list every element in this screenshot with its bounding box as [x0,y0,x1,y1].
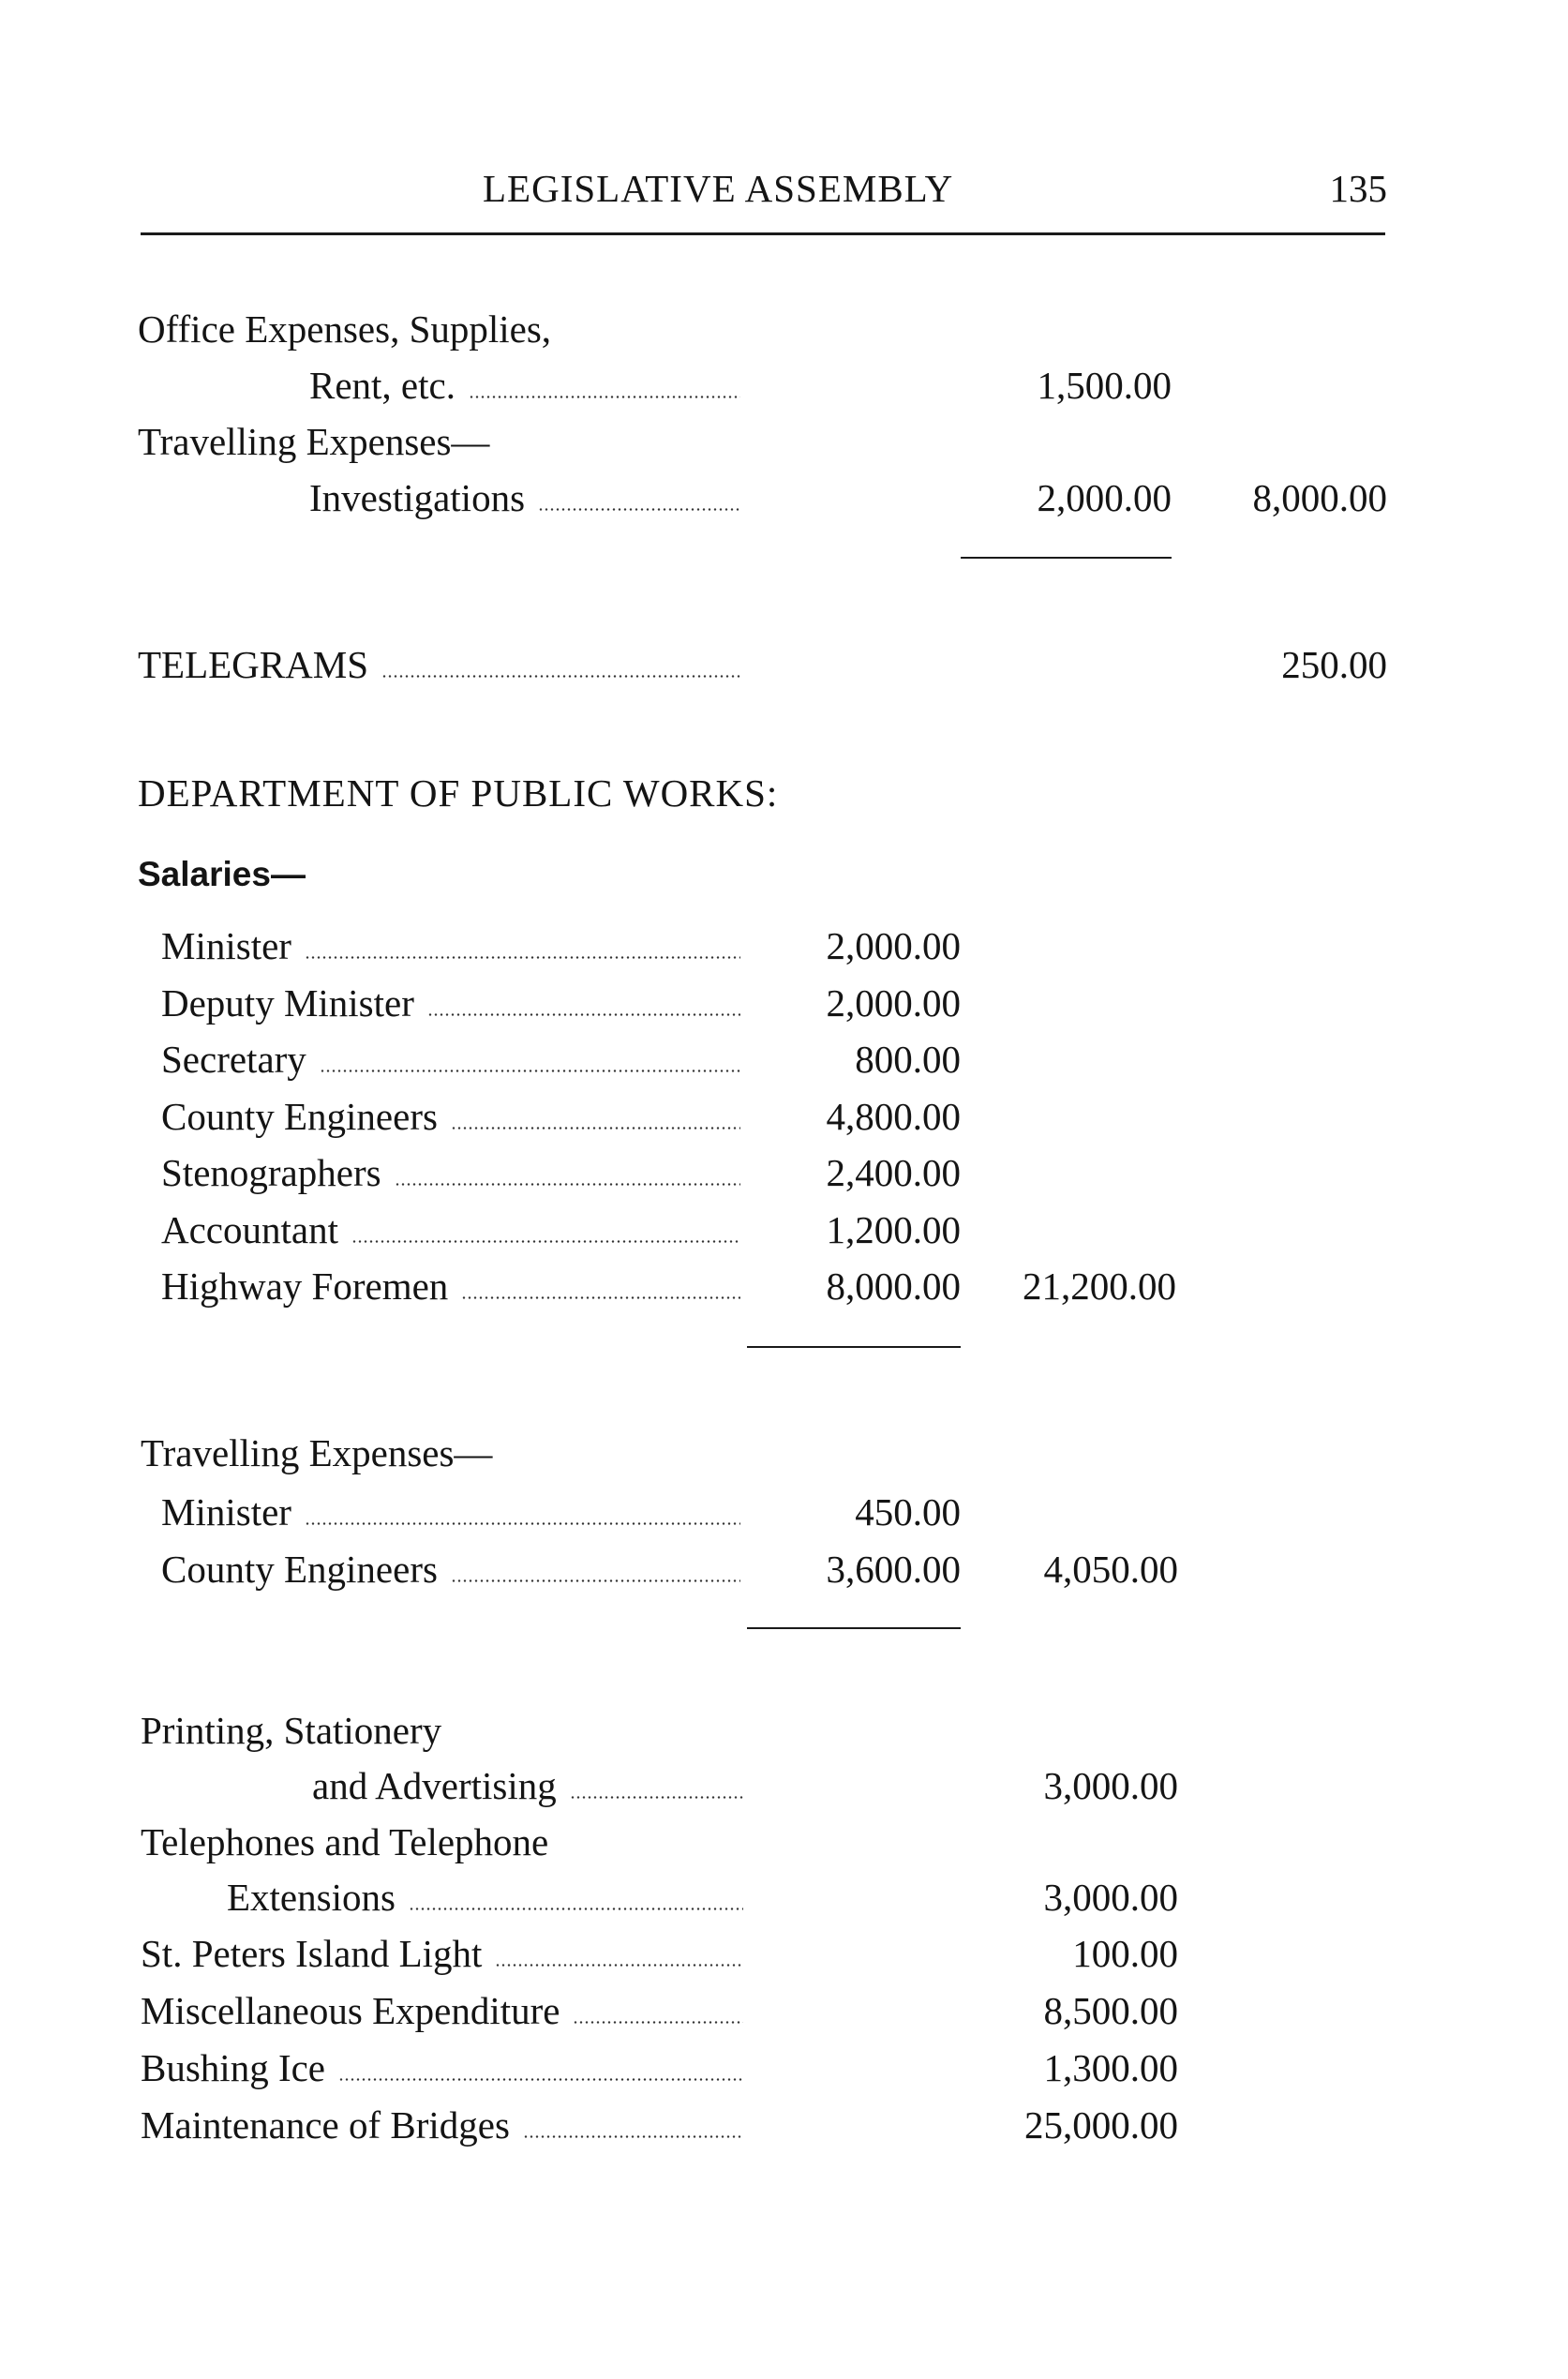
telephones-label: Extensions [227,1876,396,1919]
row-amount: 800.00 [855,1038,961,1081]
row-amount: 1,300.00 [1043,2046,1178,2089]
table-row [0,1931,1568,1978]
row-amount: 3,600.00 [826,1548,961,1591]
travelling-expenses-line: Travelling Expenses— [138,420,490,463]
printing-label: and Advertising [312,1764,557,1807]
office-expenses-line1: Office Expenses, Supplies, [138,307,552,351]
dot-leader [338,2078,743,2081]
table-row [0,923,1568,970]
header-rule [141,232,1385,235]
row-amount: 2,000.00 [826,980,961,1025]
row-amount: 100.00 [1072,1932,1178,1975]
dot-leader [409,1908,743,1910]
investigations-label: Investigations [309,476,526,519]
row-label: Minister [161,924,291,967]
dot-leader [523,2135,743,2138]
row-label: County Engineers [161,1548,438,1591]
dot-leader [573,2021,743,2024]
table-row [0,1037,1568,1084]
table-row [0,1207,1568,1254]
row-label: County Engineers [161,1094,438,1138]
office-expenses-label: Rent, etc. [309,364,455,407]
dot-leader [305,956,740,959]
table-row [0,1094,1568,1141]
row-amount: 2,400.00 [826,1151,961,1194]
dot-leader [538,508,740,511]
printing-row [0,1763,1568,1810]
office-expenses-row [0,363,1568,410]
row-amount: 1,200.00 [826,1207,961,1251]
row-label: Accountant [161,1207,338,1251]
row-amount: 25,000.00 [1024,2103,1178,2147]
page-number: 135 [1329,167,1387,210]
row-label: Stenographers [161,1151,381,1194]
dot-leader [469,396,740,398]
telephones-line1: Telephones and Telephone [141,1820,549,1863]
dot-leader [461,1296,740,1299]
row-label: Deputy Minister [161,980,414,1025]
table-row [0,1489,1568,1536]
dot-leader [495,1964,743,1967]
printing-line1: Printing, Stationery [141,1709,442,1752]
subtotal-rule [747,1627,961,1629]
table-row [0,1150,1568,1197]
travelling-expenses-heading: Travelling Expenses— [141,1431,493,1474]
section-total: 4,050.00 [1043,1548,1178,1591]
salaries-heading: Salaries— [138,855,306,893]
section-heading: DEPARTMENT OF PUBLIC WORKS: [138,771,779,815]
table-row [0,1988,1568,2035]
dot-leader [320,1070,740,1072]
dot-leader [381,675,740,678]
row-label: Secretary [161,1038,306,1081]
section-total: 21,200.00 [1023,1264,1176,1308]
office-expenses-amount: 1,500.00 [1037,364,1172,407]
telegrams-total: 250.00 [1281,643,1387,686]
dot-leader [451,1127,740,1130]
dot-leader [427,1013,740,1016]
dot-leader [451,1579,740,1582]
office-total: 8,000.00 [1252,476,1387,519]
row-amount: 4,800.00 [826,1094,961,1138]
row-label: St. Peters Island Light [141,1932,483,1975]
investigations-row [0,475,1568,522]
dot-leader [305,1522,740,1525]
table-row [0,1547,1568,1593]
telephones-amount: 3,000.00 [1043,1876,1178,1919]
telephones-row [0,1875,1568,1922]
page-title: LEGISLATIVE ASSEMBLY [483,167,954,210]
subtotal-rule [747,1346,961,1348]
row-amount: 450.00 [855,1490,961,1534]
row-amount: 8,000.00 [826,1264,961,1308]
dot-leader [570,1796,743,1799]
row-label: Highway Foremen [161,1264,449,1308]
row-amount: 8,500.00 [1043,1989,1178,2032]
row-amount: 2,000.00 [826,924,961,967]
telegrams-label: TELEGRAMS [138,643,368,686]
row-label: Minister [161,1490,291,1534]
table-row [0,1264,1568,1310]
row-label: Bushing Ice [141,2046,325,2089]
row-label: Miscellaneous Expenditure [141,1989,560,2032]
row-label: Maintenance of Bridges [141,2103,510,2147]
investigations-amount: 2,000.00 [1037,476,1172,519]
table-row [0,2102,1568,2149]
dot-leader [351,1240,740,1243]
printing-amount: 3,000.00 [1043,1764,1178,1807]
table-row [0,2045,1568,2092]
dot-leader [395,1183,740,1186]
subtotal-rule [961,557,1172,559]
table-row [0,980,1568,1027]
telegrams-row [0,642,1568,689]
